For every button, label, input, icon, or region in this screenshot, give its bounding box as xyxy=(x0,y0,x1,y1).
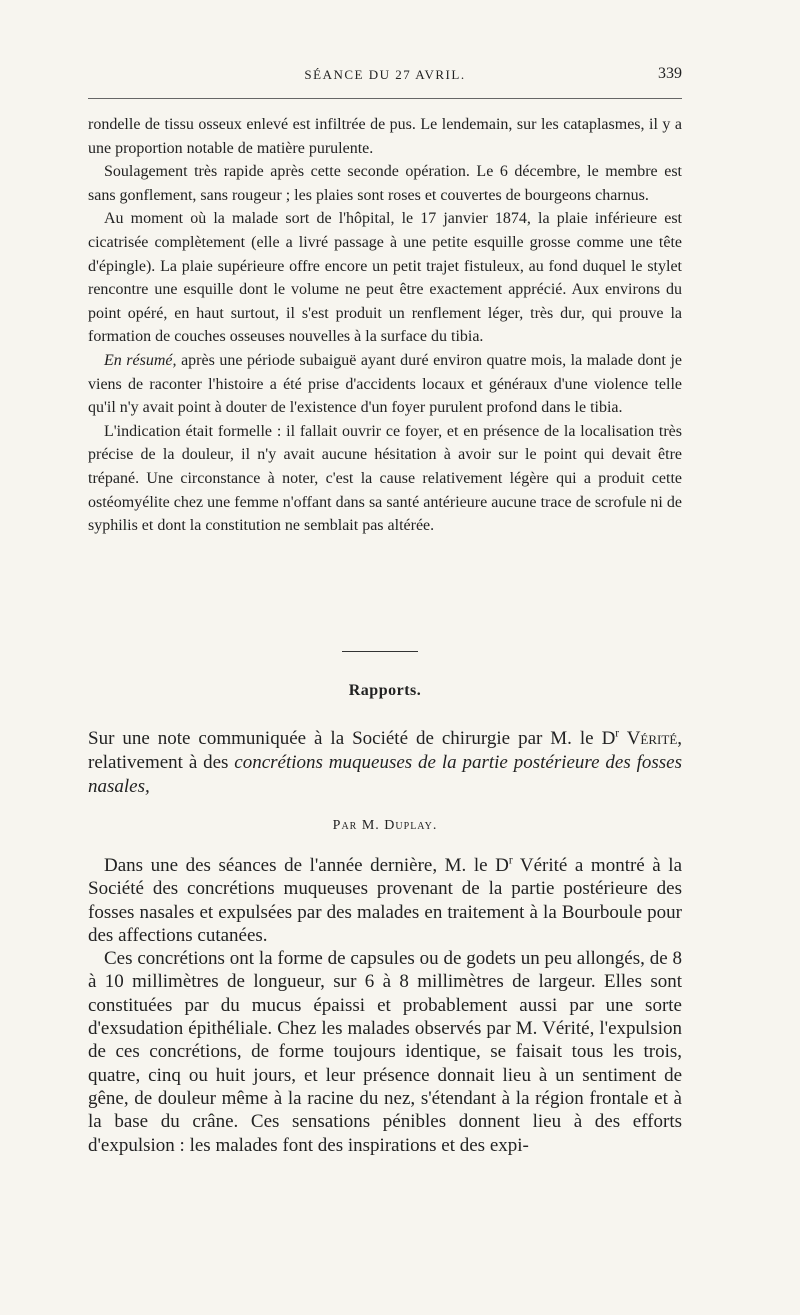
paragraph: Au moment où la malade sort de l'hôpital, le 17 janvier 1874, la plaie inférieure est cicatrisée complètement (elle a livré passage à une petite esquille grosse comme une tête d'épingle). La plaie supérieure offre encore un petit trajet fistuleux, au fond duquel le stylet rencontre une esquille dont le volume ne peut être exactement apprécié. Aux environs du point opéré, en haut surtout, il s'est produit un renflement léger, très dur, qui prouve la formation de couches osseuses nouvelles à la surface du tibia. xyxy=(88,210,682,346)
heading-italic: concrétions muqueuses de la partie postérieure des fosses nasales, xyxy=(88,752,682,797)
paragraph: L'indication était formelle : il fallait ouvrir ce foyer, et en présence de la localisation très précise de la douleur, il n'y avait aucune hésitation à avoir sur le point qui devait être trépané. Une circonstance à noter, c'est la cause relativement légère qui a produit cette ostéomyélite chez une femme n'offant dans sa santé antérieure aucune trace de scrofule ni de syphilis et dont la constitution ne semblait pas altérée. xyxy=(88,422,682,535)
report-heading xyxy=(88,727,682,799)
paragraph-summary xyxy=(88,349,682,420)
paragraph: rondelle de tissu osseux enlevé est infiltrée de pus. Le lendemain, sur les cataplasmes, il y a une proportion notable de matière purulente. xyxy=(88,116,682,157)
section-title: Rapports. xyxy=(348,682,422,699)
paragraph xyxy=(88,854,682,947)
section-separator xyxy=(342,651,418,652)
report-body xyxy=(88,854,682,1157)
p1-b: Vérité a montré à la Société des concrétions muqueuses provenant de la partie postérieure des fosses nasales et expulsées par des malades en traitement à la Bourboule pour des affections cutanées. xyxy=(88,855,682,946)
paragraph: Soulagement très rapide après cette seconde opération. Le 6 décembre, le membre est sans gonflement, sans rougeur ; les plaies sont roses et couvertes de bourgeons charnus. xyxy=(88,163,682,204)
running-head xyxy=(88,63,682,87)
report-author xyxy=(0,818,770,834)
heading-part1: Sur une note communiquée à la Société de chirurgie par M. le D xyxy=(88,728,616,749)
summary-lead: En résumé, xyxy=(104,351,177,369)
paragraph: Ces concrétions ont la forme de capsules ou de godets un peu allongés, de 8 à 10 millimètres de longueur, sur 6 à 8 millimètres de largeur. Elles sont constituées par du mucus épaissi et probablement aussi par une sorte d'exsudation épithéliale. Chez les malades observés par M. Vérité, l'expulsion de ces concrétions, de forme toujours identique, se faisait tous les trois, quatre, cinq ou huit jours, et leur présence donnait lieu à un sentiment de gêne, de douleur même à la racine du nez, s'étendant à la région frontale et à la base du crâne. Ces sensations pénibles donnent lieu à des efforts d'expulsion : les malades font des inspirations et des expi- xyxy=(88,948,682,1156)
case-report-text xyxy=(88,113,682,538)
p1-a: Dans une des séances de l'année dernière, M. le D xyxy=(104,855,509,876)
report-heading-text xyxy=(88,727,682,799)
author-text: Par M. Duplay. xyxy=(332,818,438,833)
header-rule xyxy=(88,98,682,99)
heading-name: Vérité xyxy=(619,728,678,749)
p1-sup: r xyxy=(508,854,513,867)
page-number: 339 xyxy=(658,65,682,82)
summary-text: après une période subaiguë ayant duré environ quatre mois, la malade dont je viens de raconter l'histoire a été prise d'accidents locaux et généraux d'une violence telle qu'il n'y avait point à douter de l'existence d'un foyer purulent profond dans le tibia. xyxy=(88,351,683,417)
heading-part2: , relativement à des xyxy=(88,728,683,773)
running-title: SÉANCE DU 27 AVRIL. xyxy=(304,67,466,82)
heading-sup: r xyxy=(615,727,620,740)
